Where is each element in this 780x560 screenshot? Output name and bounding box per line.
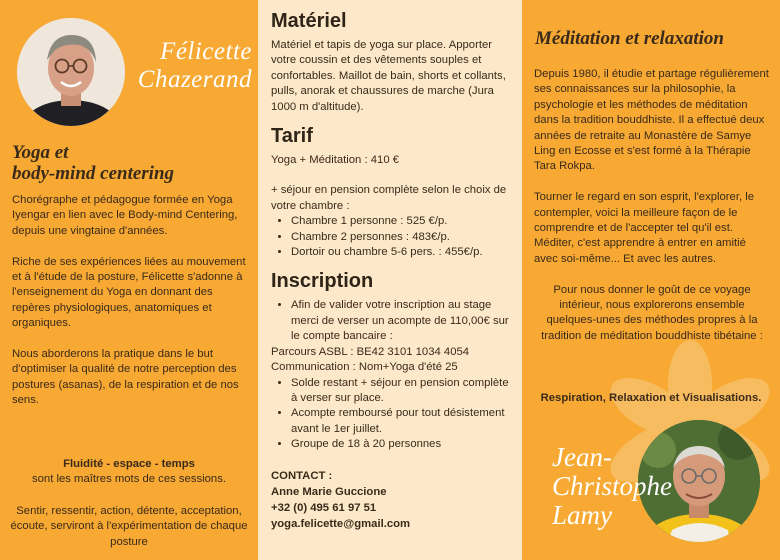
portrait-felicette-image (17, 18, 125, 126)
tarif-item-single: • Chambre 1 personne : 525 €/p. (291, 214, 510, 229)
inscription-list-2 (271, 376, 510, 453)
inscription-list-1 (271, 298, 510, 344)
name-jc-line2: Christophe (552, 471, 673, 501)
inscription-refund: • Acompte remboursé pour tout désistement avant le 1er juillet. (291, 406, 510, 437)
name-jc-line1: Jean- (552, 442, 612, 472)
materiel-heading: Matériel (271, 10, 347, 32)
name-felicette-line1: Félicette (160, 38, 252, 65)
right-column (522, 0, 780, 560)
tarif-item-dorm: • Dortoir ou chambre 5-6 pers. : 455€/p. (291, 245, 510, 260)
tarif-room-list (271, 214, 510, 260)
bank-communication: Communication : Nom+Yoga d'été 25 (271, 361, 458, 374)
tarif-pension-intro: + séjour en pension complète selon le choix de votre chambre : (271, 184, 507, 212)
fluidite-caption: sont les maîtres mots de ces sessions. (31, 473, 226, 486)
inscription-group-size: • Groupe de 18 à 20 personnes (291, 437, 510, 452)
name-felicette-line2: Chazerand (137, 66, 252, 93)
bank-account: Parcours ASBL : BE42 3101 1034 4054 (271, 345, 470, 358)
yoga-paragraph-1: Chorégraphe et pédagogue formée en Yoga Iyengar en lien avec le Body-mind Centering, depuis une vingtaine d'années. (12, 194, 238, 237)
inscription-balance: • Solde restant + séjour en pension complète à verser sur place. (291, 376, 510, 407)
yoga-title-line1: Yoga et (12, 142, 69, 163)
meditation-paragraph-3: Pour nous donner le goût de ce voyage intérieur, nous explorerons ensemble quelques-unes des méthodes propres à la tradition de méditation bouddhiste tibétaine : (541, 283, 763, 342)
meditation-highlight: Respiration, Relaxation et Visualisations. (540, 392, 762, 404)
meditation-paragraph-1: Depuis 1980, il étudie et partage régulièrement ses connaissances sur la philosophie, la psychologie et les méthodes de méditation dans la tradition bouddhiste. Il a effectué deux années de retraite au Monastère de Samye Ling en Ecosse et s'est formé à la Thérapie Tara Rokpa. (534, 68, 769, 173)
contact-name: Anne Marie Guccione (271, 485, 387, 498)
inscription-deposit: • Afin de valider votre inscription au stage merci de verser un acompte de 110,00€ sur le compte bancaire : (291, 298, 510, 344)
inscription-heading: Inscription (271, 270, 374, 293)
meditation-heading: Méditation et relaxation (535, 28, 724, 49)
portrait-felicette (17, 18, 125, 126)
tarif-item-double: • Chambre 2 personnes : 483€/p. (291, 230, 510, 245)
left-column (0, 0, 258, 560)
tarif-heading: Tarif (271, 125, 313, 148)
contact-email[interactable]: yoga.felicette@gmail.com (271, 517, 411, 530)
name-jean-christophe (552, 443, 752, 530)
contact-phone[interactable]: +32 (0) 495 61 97 51 (271, 501, 377, 514)
yoga-description (12, 193, 250, 424)
fluidite-block (8, 457, 250, 488)
contact-label: CONTACT : (271, 469, 333, 482)
yoga-paragraph-3: Nous aborderons la pratique dans le but d'optimiser la qualité de notre perception des postures (asanas), de la respiration et de nos sens. (12, 348, 239, 407)
name-jc-line3: Lamy (552, 500, 612, 530)
yoga-paragraph-2: Riche de ses expériences liées au mouvement et à l'étude de la posture, Félicette s'adonne à l'enseignement du Yoga en donnant des repères physiologiques, anatomiques et organiques. (12, 255, 246, 330)
meditation-paragraph-2: Tourner le regard en son esprit, l'explorer, le contempler, voici la meilleure façon de le comprendre et de l'accepter tel qu'il est. Méditer, c'est apprendre à entrer en amitié avec soi-même... Et avec les autres. (534, 191, 755, 265)
yoga-title-line2: body-mind centering (12, 163, 175, 184)
yoga-section-title (12, 142, 248, 184)
middle-column (258, 0, 522, 560)
meditation-description (534, 67, 770, 360)
name-felicette (112, 38, 252, 94)
tarif-base-price: Yoga + Méditation : 410 € (271, 154, 400, 167)
contact-block (271, 468, 510, 532)
materiel-text: Matériel et tapis de yoga sur place. Apporter votre coussin et des vêtements souples et confortables. Maillot de bain, shorts et collants, pulls, anorak et chaussures de marche (Jura 1000 m d'altitude). (271, 39, 506, 113)
fluidite-keywords: Fluidité - espace - temps (63, 458, 195, 470)
sentir-paragraph: Sentir, ressentir, action, détente, acceptation, écoute, serviront à l'expérimentation de chaque posture (10, 505, 248, 548)
